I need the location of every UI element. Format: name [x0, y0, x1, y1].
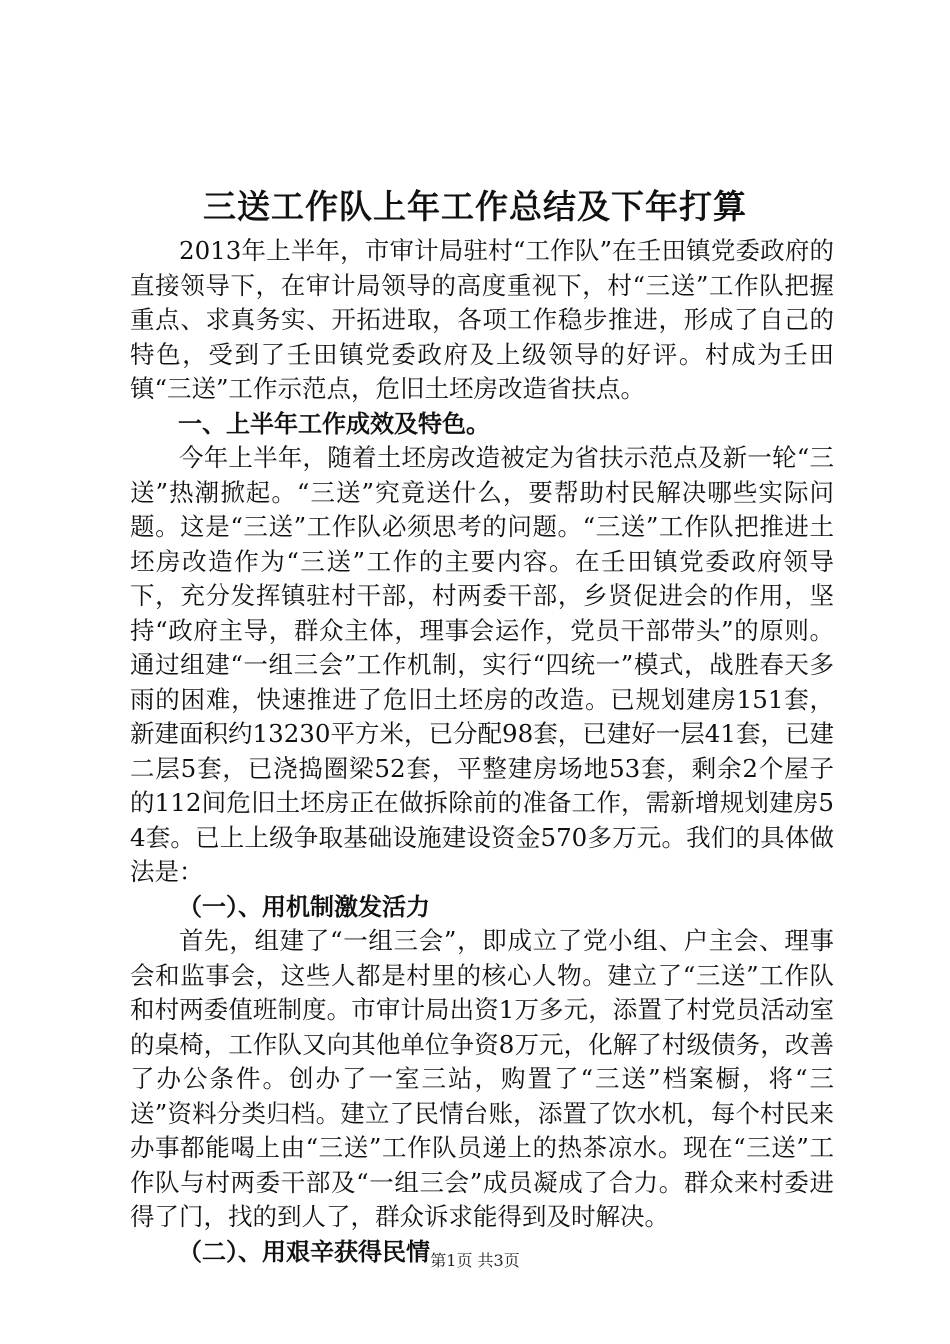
intro-paragraph: 2013年上半年，市审计局驻村“工作队”在壬田镇党委政府的直接领导下，在审计局领导的高度重视下，村“三送”工作队把握重点、求真务实、开拓进取，各项工作稳步推进，形成了自己的特色，受到了壬田镇党委政府及上级领导的好评。村成为壬田镇“三送”工作示范点，危旧土坯房改造省扶点。	[130, 236, 834, 403]
subsection-1-paragraph: 首先，组建了“一组三会”，即成立了党小组、户主会、理事会和监事会，这些人都是村里的核心人物。建立了“三送”工作队和村两委值班制度。市审计局出资1万多元，添置了村党员活动室的桌椅，工作队又向其他单位争资8万元，化解了村级债务，改善了办公条件。创办了一室三站，购置了“三送”档案橱，将“三送”资料分类归档。建立了民情台账，添置了饮水机，每个村民来办事都能喝上由“三送”工作队员递上的热茶凉水。现在“三送”工作队与村两委干部及“一组三会”成员凝成了合力。群众来村委进得了门，找的到人了，群众诉求能得到及时解决。	[130, 926, 834, 1231]
subsection-heading-2: （二）、用艰辛获得民情	[178, 1237, 430, 1266]
section-1-paragraph: 今年上半年，随着土坯房改造被定为省扶示范点及新一轮“三送”热潮掀起。“三送”究竟送什么，要帮助村民解决哪些实际问题。这是“三送”工作队必须思考的问题。“三送”工作队把推进土坯房改造作为“三送”工作的主要内容。在壬田镇党委政府领导下，充分发挥镇驻村干部，村两委干部，乡贤促进会的作用，坚持“政府主导，群众主体，理事会运作，党员干部带头”的原则。通过组建“一组三会”工作机制，实行“四统一”模式，战胜春天多雨的困难，快速推进了危旧土坯房的改造。已规划建房151套，新建面积约13230平方米，已分配98套，已建好一层41套，已建二层5套，已浇捣圈梁52套，平整建房场地53套，剩余2个屋子的112间危旧土坯房正在做拆除前的准备工作，需新增规划建房54套。已上上级争取基础设施建设资金570多万元。我们的具体做法是：	[130, 443, 834, 886]
document-title: 三送工作队上年工作总结及下年打算	[203, 187, 747, 226]
section-heading-1: 一、上半年工作成效及特色。	[178, 409, 490, 438]
page-footer: 第1页 共3页	[430, 1251, 520, 1270]
subsection-heading-1: （一）、用机制激发活力	[178, 892, 430, 921]
document-body	[130, 234, 834, 1269]
